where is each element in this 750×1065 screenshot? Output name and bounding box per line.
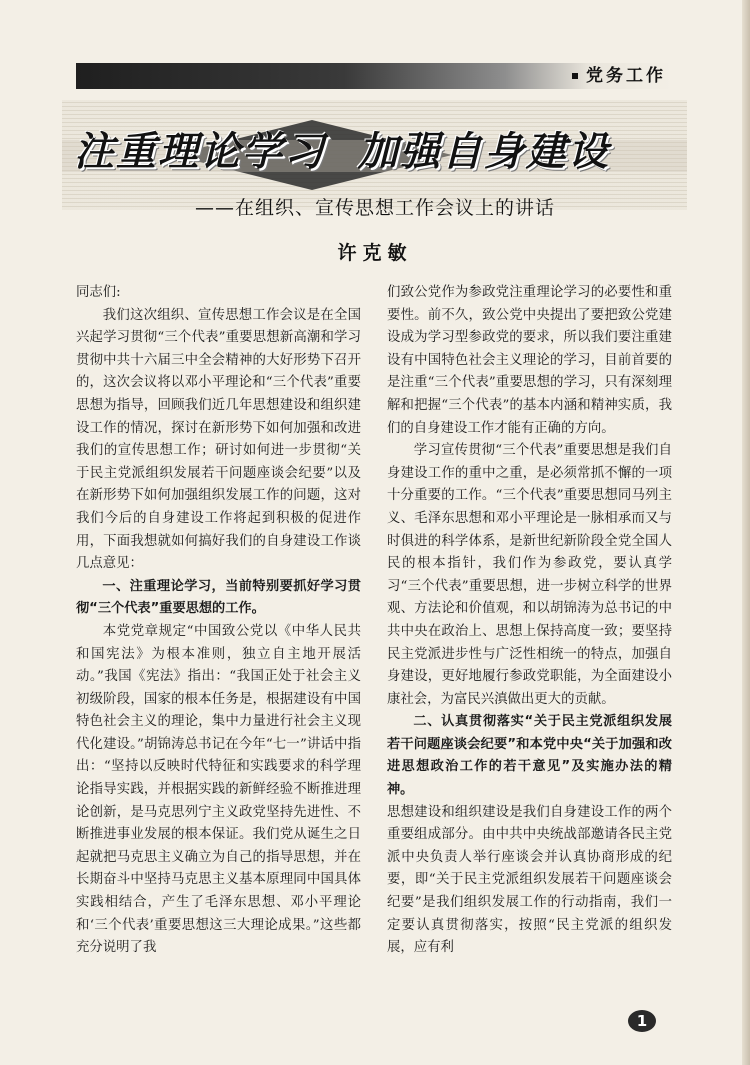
greeting: 同志们: xyxy=(76,285,121,300)
page-edge xyxy=(742,0,750,1065)
paragraph: 学习宣传贯彻“三个代表”重要思想是我们自身建设工作的重中之重，是必须常抓不懈的一项十分重要的工作。“三个代表”重要思想同马列主义、毛泽东思想和邓小平理论是一脉相承而又与时俱进的科学体系，是新世纪新阶段全党全国人民的根本指针，我们作为参政党，要认真学习“三个代表”重要思想，进一步树立科学的世界观、方法论和价值观，和以胡锦涛为总书记的中共中央在政治上、思想上保持高度一致；要坚持民主党派进步性与广泛性相统一的特点，加强自身建设，更好地履行参政党职能，为全面建设小康社会，为富民兴滇做出更大的贡献。 xyxy=(387,443,672,707)
section-label-text: 党务工作 xyxy=(586,66,666,86)
section-heading: 一、注重理论学习，当前特别要抓好学习贯彻“三个代表”重要思想的工作。 xyxy=(76,578,361,617)
paragraph: 本党党章规定“中国致公党以《中华人民共和国宪法》为根本准则，独立自主地开展活动。”我国《宪法》指出：“我国正处于社会主义初级阶段，国家的根本任务是，根据建设有中国特色社会主义的理论，集中力量进行社会主义现代化建设。”胡锦涛总书记在今年“七一”讲话中指出：“坚持以反映时代特征和实践要求的科学理论指导实践，并根据实践的新鲜经验不断推进理论创新，是马克思列宁主义政党坚持先进性、不断推进事业发展的根本保证。我们党从诞生之日起就把马克思主义确立为自己的指导思想，并在长期奋斗中坚持马克思主义基本原理同中国具体实践相结合，产生了毛泽东思想、邓小平理论和‘三个代表’重要思想这三大理论成果。”这些都充分说明了我 xyxy=(76,623,361,956)
article-author: 许克敏 xyxy=(337,242,413,264)
section-label xyxy=(572,64,666,88)
article-title: 注重理论学习 加强自身建设 xyxy=(74,129,610,175)
left-column xyxy=(76,282,361,960)
bullet-square-icon xyxy=(572,73,578,79)
section-heading: 二、认真贯彻落实“关于民主党派组织发展若干问题座谈会纪要”和本党中央“关于加强和改进思想政治工作的若干意见”及实施办法的精神。 xyxy=(387,714,672,798)
page-number: 1 xyxy=(628,1010,656,1032)
right-column xyxy=(387,282,672,960)
paragraph: 我们这次组织、宣传思想工作会议是在全国兴起学习贯彻“三个代表”重要思想新高潮和学习贯彻中共十六届三中全会精神的大好形势下召开的，这次会议将以邓小平理论和“三个代表”重要思想为指导，回顾我们近几年思想建设和组织建设工作的情况，探讨在新形势下如何加强和改进我们的宣传思想工作；研讨如何进一步贯彻“关于民主党派组织发展若干问题座谈会纪要”以及在新形势下如何加强组织发展工作的问题，这对我们今后的自身建设工作将起到积极的促进作用，下面我想就如何搞好我们的自身建设工作谈几点意见： xyxy=(76,307,361,572)
paragraph: 们致公党作为参政党注重理论学习的必要性和重要性。前不久，致公党中央提出了要把致公党建设成为学习型参政党的要求，所以我们要注重建设有中国特色社会主义理论的学习，目前首要的是注重“三个代表”重要思想的学习，只有深刻理解和把握“三个代表”的基本内涵和精神实质，我们的自身建设工作才能有正确的方向。 xyxy=(387,285,672,436)
article-subtitle: ——在组织、宣传思想工作会议上的讲话 xyxy=(194,197,555,219)
paragraph: 思想建设和组织建设是我们自身建设工作的两个重要组成部分。由中共中央统战部邀请各民主党派中央负责人举行座谈会并认真协商形成的纪要，即“关于民主党派组织发展若干问题座谈会纪要”是我们组织发展工作的行动指南，我们一定要认真贯彻落实，按照“民主党派的组织发展，应有利 xyxy=(387,804,672,956)
